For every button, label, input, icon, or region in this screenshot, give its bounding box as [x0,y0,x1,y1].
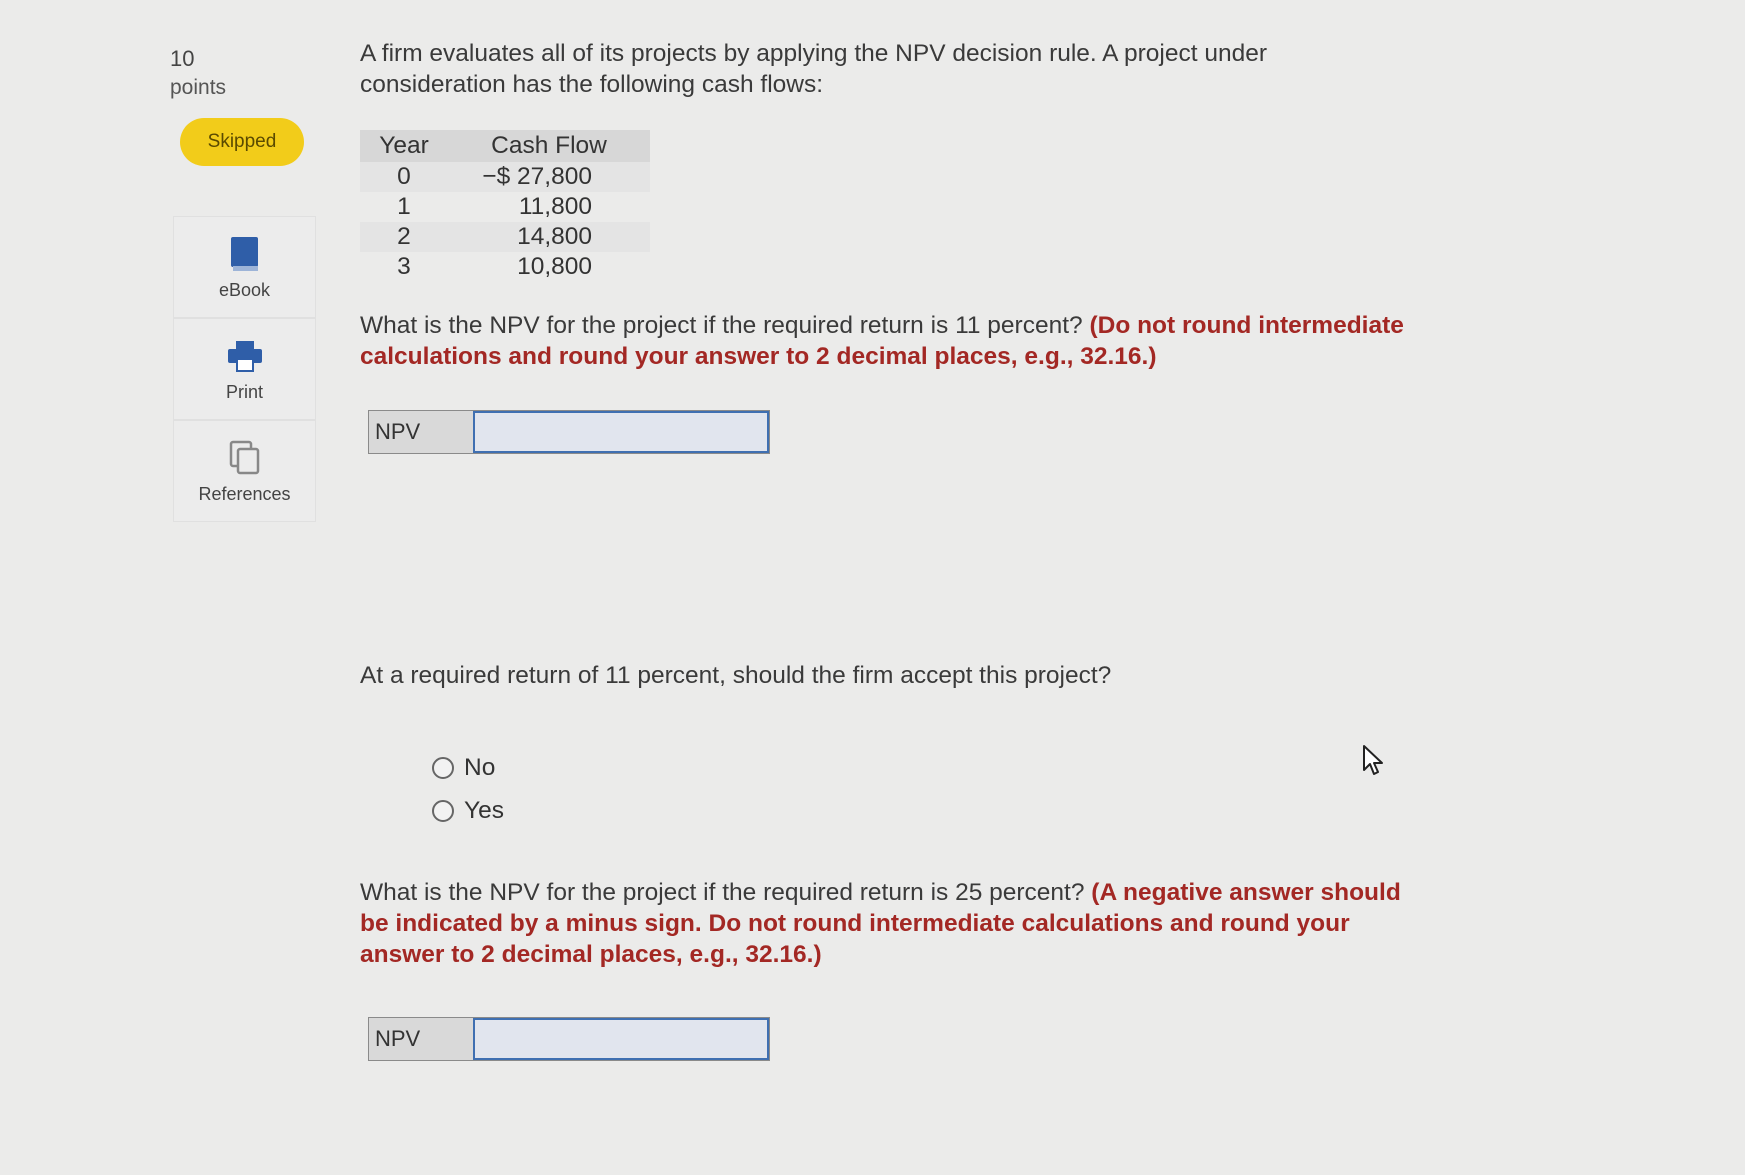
table-row [360,252,650,282]
part1-instruction: (Do not round intermediate calculations and round your answer to 2 decimal places, e.g., 32.16.) [360,312,1404,370]
part3-instruction: (A negative answer should be indicated by a minus sign. Do not round intermediate calculations and round your answer to 2 decimal places, e.g., 32.16.) [360,879,1401,968]
cell-year: 2 [360,222,448,252]
option-yes-label: Yes [464,797,504,824]
table-header-row [360,130,650,162]
option-no-label: No [464,754,496,781]
radio-circle-icon[interactable] [432,800,454,822]
option-no[interactable] [432,754,495,782]
print-button[interactable] [173,318,316,420]
npv2-answer-row [368,1017,770,1061]
npv1-input[interactable] [473,411,769,453]
references-button[interactable] [173,420,316,522]
cash-flow-table [360,130,650,282]
cell-year: 1 [397,193,411,220]
part2-question: At a required return of 11 percent, should the firm accept this project? [360,662,1112,689]
cell-cash-flow: −$ 27,800 [448,162,650,192]
cell-cash-flow: 10,800 [517,253,592,280]
header-year: Year [360,130,448,162]
cell-year: 0 [360,162,448,192]
cell-cash-flow: 14,800 [448,222,650,252]
npv1-label: NPV [375,419,421,444]
npv2-label: NPV [375,1026,421,1051]
status-badge: Skipped [180,118,304,166]
book-icon [229,234,261,274]
part3-question [360,877,1418,970]
ebook-label: eBook [218,279,271,300]
radio-circle-icon[interactable] [432,757,454,779]
cell-year: 3 [397,253,411,280]
npv1-answer-row [368,410,770,454]
npv2-input[interactable] [473,1018,769,1060]
table-row [360,192,650,222]
part1-question [360,310,1405,372]
ebook-button[interactable] [173,216,316,318]
table-row [360,162,650,192]
print-label: Print [225,381,263,402]
header-cash-flow: Cash Flow [448,130,650,162]
printer-icon [227,336,263,376]
references-label: References [198,483,291,504]
option-yes[interactable] [432,797,504,825]
question-intro: A firm evaluates all of its projects by applying the NPV decision rule. A project under consideration has the following cash flows: [360,40,1267,98]
cell-cash-flow: 11,800 [518,193,592,220]
table-row [360,222,650,252]
mouse-pointer-icon [1362,744,1386,781]
points-label: points [170,76,227,99]
points-value: 10 [170,46,195,71]
part1-text: What is the NPV for the project if the required return is 11 percent? [360,312,1083,339]
part3-text: What is the NPV for the project if the required return is 25 percent? [360,879,1085,906]
copy-icon [228,438,262,478]
